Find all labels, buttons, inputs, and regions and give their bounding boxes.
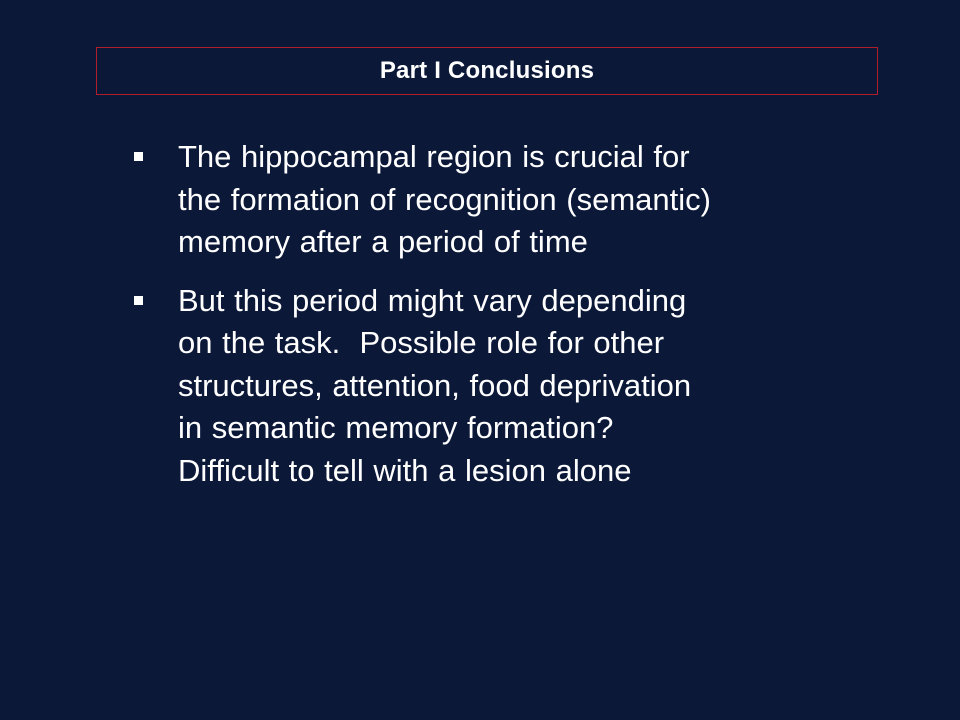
square-bullet-icon bbox=[134, 152, 143, 161]
bullet-line: the formation of recognition (semantic) bbox=[178, 181, 711, 217]
bullet-line: The hippocampal region is crucial for bbox=[178, 139, 690, 174]
square-bullet-icon bbox=[134, 296, 143, 305]
slide-title: Part I Conclusions bbox=[379, 57, 595, 84]
bullet-item bbox=[130, 280, 850, 493]
bullet-item bbox=[130, 136, 850, 264]
bullet-line: structures, attention, food deprivation bbox=[178, 367, 692, 403]
bullet-line: memory after a period of time bbox=[178, 224, 588, 259]
bullet-line: But this period might vary depending bbox=[178, 282, 687, 318]
bullet-list bbox=[130, 136, 850, 508]
title-box bbox=[96, 47, 878, 95]
bullet-line: on the task. Possible role for other bbox=[178, 325, 665, 360]
bullet-line: Difficult to tell with a lesion alone bbox=[178, 452, 632, 488]
bullet-line: in semantic memory formation? bbox=[178, 410, 614, 445]
